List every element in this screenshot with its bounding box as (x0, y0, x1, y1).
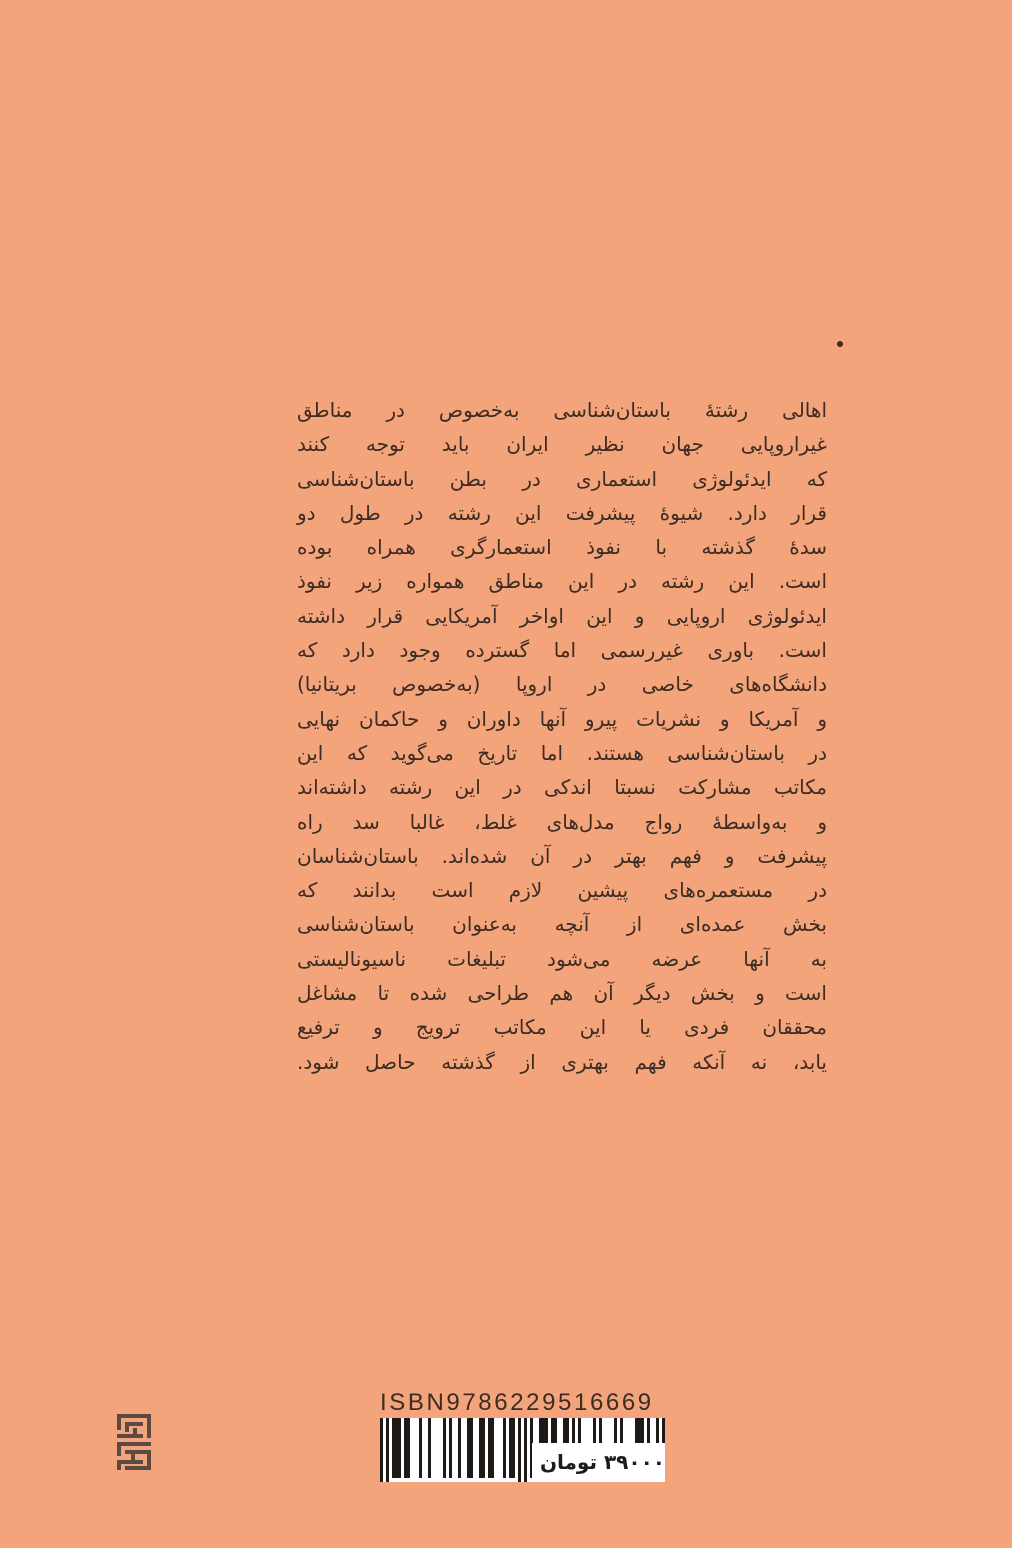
blurb-line: سدهٔ گذشته با نفوذ استعمارگری همراه بوده (297, 535, 827, 560)
barcode-bar (419, 1418, 422, 1478)
logo-stroke (125, 1466, 151, 1470)
blurb-line: غیراروپایی جهان نظیر ایران باید توجه کنند (297, 432, 827, 457)
barcode-bar (449, 1418, 452, 1478)
decorative-dot (837, 341, 843, 347)
blurb-line: بخش عمده‌ای از آنچه به‌عنوان باستان‌شناسی (297, 912, 827, 937)
blurb-line: پیشرفت و فهم بهتر در آن شده‌اند. باستان‌شناسان (297, 843, 827, 868)
blurb-line: محققان فردی یا این مکاتب ترویج و ترفیع (297, 1015, 827, 1040)
barcode-bar (386, 1418, 389, 1482)
blurb-line: ایدئولوژی اروپایی و این اواخر آمریکایی قرار داشته (297, 603, 827, 628)
barcode-bar (503, 1418, 506, 1478)
barcode-bar (458, 1418, 461, 1478)
logo-stroke (117, 1442, 151, 1446)
blurb-line: مکاتب مشارکت نسبتا اندکی در این رشته داشته‌اند (297, 775, 827, 800)
blurb-line: است. این رشته در این مناطق همواره زیر نفوذ (297, 569, 827, 594)
logo-stroke (131, 1454, 135, 1460)
barcode-bar (392, 1418, 401, 1478)
barcode-bar (518, 1418, 521, 1482)
blurb-paragraph (297, 393, 827, 1079)
blurb-line: است. باوری غیررسمی اما گسترده وجود دارد که (297, 638, 827, 663)
logo-stroke (147, 1414, 151, 1438)
blurb-line: یابد، نه آنکه فهم بهتری از گذشته حاصل شود. (297, 1049, 827, 1074)
logo-stroke (125, 1422, 129, 1432)
barcode-bar (443, 1418, 446, 1478)
barcode-bar (428, 1418, 431, 1478)
barcode-bar (404, 1418, 410, 1478)
blurb-line: قرار دارد. شیوهٔ پیشرفت این رشته در طول دو (297, 500, 827, 525)
blurb-line: در مستعمره‌های پیشین لازم است بدانند که (297, 878, 827, 903)
logo-stroke (117, 1414, 121, 1430)
logo-stroke (117, 1434, 143, 1438)
isbn-label: ISBN9786229516669 (380, 1389, 654, 1416)
blurb-line: و به‌واسطهٔ رواج مدل‌های غلط، غالبا سد راه (297, 809, 827, 834)
barcode-bar (488, 1418, 494, 1478)
blurb-line: به آنها عرضه می‌شود تبلیغات ناسیونالیستی (297, 946, 827, 971)
blurb-line: در باستان‌شناسی هستند. اما تاریخ می‌گوید که این (297, 740, 827, 765)
barcode-bar (509, 1418, 515, 1478)
logo-stroke (133, 1428, 137, 1434)
barcode-bar (380, 1418, 383, 1482)
logo-stroke (117, 1414, 151, 1418)
logo-stroke (117, 1460, 121, 1470)
blurb-line: که ایدئولوژی استعماری در بطن باستان‌شناسی (297, 466, 827, 491)
blurb-line: است و بخش دیگر آن هم طراحی شده تا مشاغل (297, 981, 827, 1006)
publisher-logo-icon (117, 1414, 151, 1470)
blurb-line: دانشگاه‌های خاصی در اروپا (به‌خصوص بریتانیا) (297, 672, 827, 697)
barcode-bar (467, 1418, 473, 1478)
price-label: ۳۹۰۰۰ تومان (532, 1443, 665, 1482)
blurb-line: و آمریکا و نشریات پیرو آنها داوران و حاکمان نهایی (297, 706, 827, 731)
barcode-bar (479, 1418, 485, 1478)
barcode-bar (524, 1418, 527, 1482)
blurb-line: اهالی رشتهٔ باستان‌شناسی به‌خصوص در مناطق (297, 398, 827, 422)
logo-stroke (117, 1442, 121, 1456)
